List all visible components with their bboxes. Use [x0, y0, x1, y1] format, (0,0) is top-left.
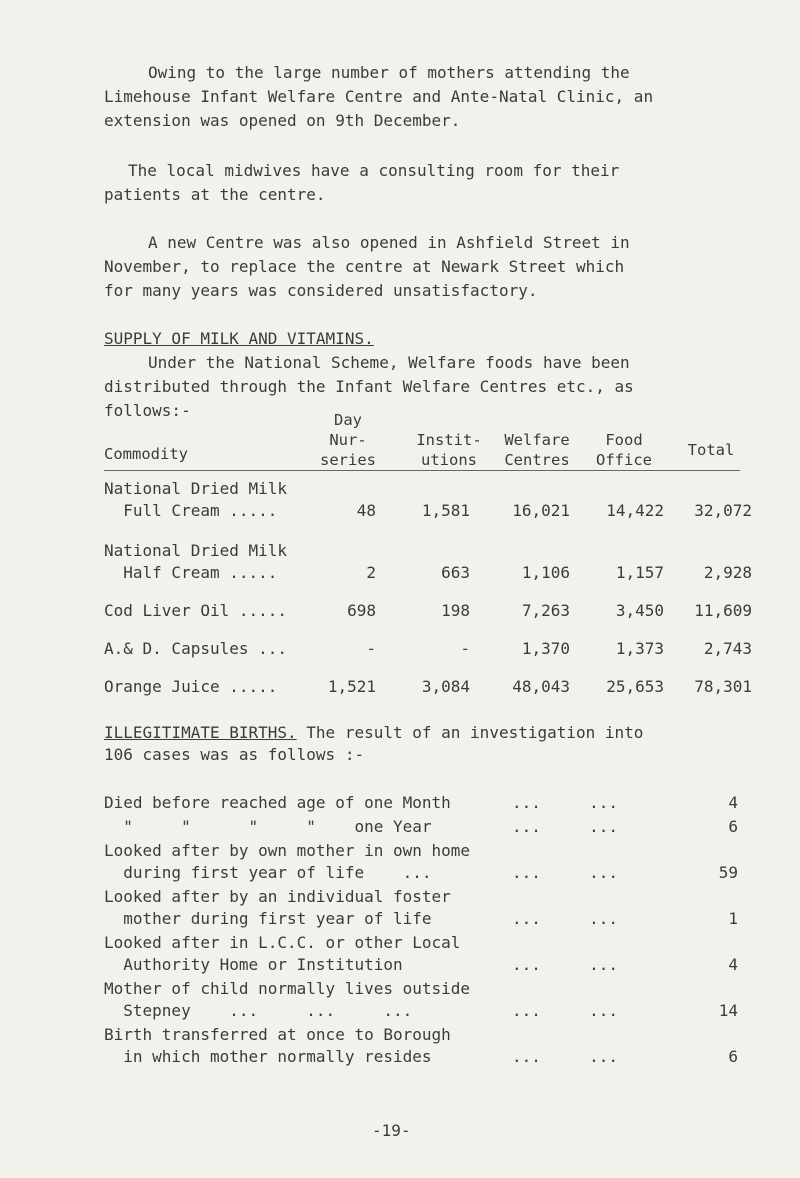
- list-item-text: Looked after in L.C.C. or other Local: [104, 933, 461, 952]
- list-item-value: 1: [728, 909, 738, 928]
- leader-dots: ... ...: [512, 793, 618, 812]
- milk-section-heading: SUPPLY OF MILK AND VITAMINS.: [104, 329, 374, 348]
- cell-food-office: 1,373: [615, 639, 664, 658]
- ashfield-line-3: for many years was considered unsatisfactory.: [104, 281, 538, 300]
- cell-welfare: 1,370: [521, 639, 570, 658]
- list-item-text-cont: Stepney ... ... ...: [104, 1001, 413, 1020]
- cell-food-office: 3,450: [615, 601, 664, 620]
- cell-total: 78,301: [694, 677, 752, 696]
- list-item-text-cont: mother during first year of life: [104, 909, 432, 928]
- list-item-value: 59: [718, 863, 738, 882]
- midwives-line-1: The local midwives have a consulting room for their: [128, 161, 620, 180]
- intro-line-2: Limehouse Infant Welfare Centre and Ante-Natal Clinic, an: [104, 87, 654, 106]
- list-item-text: Birth transferred at once to Borough: [104, 1025, 451, 1044]
- cell-institutions: 3,084: [421, 677, 470, 696]
- row-name-2: Full Cream .....: [104, 501, 278, 520]
- col-header-total: Total: [687, 441, 735, 459]
- col-header-food-office: Food Office: [596, 431, 652, 469]
- list-item-text-cont: in which mother normally resides: [104, 1047, 432, 1066]
- col-header-commodity: Commodity: [104, 445, 188, 463]
- row-name-2: A.& D. Capsules ...: [104, 639, 288, 658]
- cell-institutions: -: [460, 639, 470, 658]
- list-item-text-cont: Authority Home or Institution: [104, 955, 403, 974]
- cell-welfare: 48,043: [512, 677, 570, 696]
- cell-food-office: 25,653: [606, 677, 664, 696]
- illegitimate-heading: ILLEGITIMATE BIRTHS.: [104, 723, 297, 742]
- cell-institutions: 663: [441, 563, 470, 582]
- list-item-text: Looked after by own mother in own home: [104, 841, 471, 860]
- row-name-2: Half Cream .....: [104, 563, 278, 582]
- list-item-value: 4: [728, 793, 738, 812]
- cell-total: 2,928: [703, 563, 752, 582]
- illegitimate-line-2: 106 cases was as follows :-: [104, 745, 365, 764]
- cell-welfare: 7,263: [521, 601, 570, 620]
- intro-line-3: extension was opened on 9th December.: [104, 111, 461, 130]
- leader-dots: ... ...: [512, 909, 618, 928]
- cell-food-office: 1,157: [615, 563, 664, 582]
- cell-nurseries: -: [366, 639, 376, 658]
- cell-welfare: 1,106: [521, 563, 570, 582]
- page-number: -19-: [372, 1121, 411, 1140]
- cell-total: 32,072: [694, 501, 752, 520]
- leader-dots: ... ...: [512, 817, 618, 836]
- row-name-1: National Dried Milk: [104, 479, 288, 498]
- list-item-text: Died before reached age of one Month: [104, 793, 451, 812]
- cell-food-office: 14,422: [606, 501, 664, 520]
- leader-dots: ... ...: [512, 863, 618, 882]
- cell-total: 2,743: [703, 639, 752, 658]
- intro-line-1: Owing to the large number of mothers attending the: [148, 63, 630, 82]
- leader-dots: ... ...: [512, 955, 618, 974]
- milk-line-2: distributed through the Infant Welfare Centres etc., as: [104, 377, 634, 396]
- list-item-text: Looked after by an individual foster: [104, 887, 451, 906]
- milk-line-1: Under the National Scheme, Welfare foods have been: [148, 353, 630, 372]
- cell-institutions: 1,581: [421, 501, 470, 520]
- cell-nurseries: 698: [347, 601, 376, 620]
- cell-nurseries: 1,521: [327, 677, 376, 696]
- row-name-2: Cod Liver Oil .....: [104, 601, 288, 620]
- col-header-welfare: Welfare Centres: [504, 431, 570, 469]
- list-item-text: Mother of child normally lives outside: [104, 979, 471, 998]
- list-item-value: 4: [728, 955, 738, 974]
- list-item-value: 6: [728, 817, 738, 836]
- illegitimate-line-1: ILLEGITIMATE BIRTHS. The result of an investigation into: [104, 723, 644, 742]
- midwives-line-2: patients at the centre.: [104, 185, 326, 204]
- ashfield-line-2: November, to replace the centre at Newark Street which: [104, 257, 625, 276]
- col-header-institutions: Instit- utions: [416, 431, 482, 469]
- cell-welfare: 16,021: [512, 501, 570, 520]
- list-item-text: " " " " one Year: [104, 817, 432, 836]
- milk-line-3: follows:-: [104, 401, 191, 420]
- cell-nurseries: 48: [356, 501, 376, 520]
- list-item-value: 6: [728, 1047, 738, 1066]
- cell-total: 11,609: [694, 601, 752, 620]
- col-header-nurseries: Day Nur- series: [320, 411, 376, 469]
- leader-dots: ... ...: [512, 1047, 618, 1066]
- leader-dots: ... ...: [512, 1001, 618, 1020]
- cell-nurseries: 2: [366, 563, 376, 582]
- cell-institutions: 198: [441, 601, 470, 620]
- row-name-2: Orange Juice .....: [104, 677, 278, 696]
- list-item-value: 14: [718, 1001, 738, 1020]
- header-rule: [104, 470, 740, 471]
- row-name-1: National Dried Milk: [104, 541, 288, 560]
- list-item-text-cont: during first year of life ...: [104, 863, 432, 882]
- ashfield-line-1: A new Centre was also opened in Ashfield Street in: [148, 233, 630, 252]
